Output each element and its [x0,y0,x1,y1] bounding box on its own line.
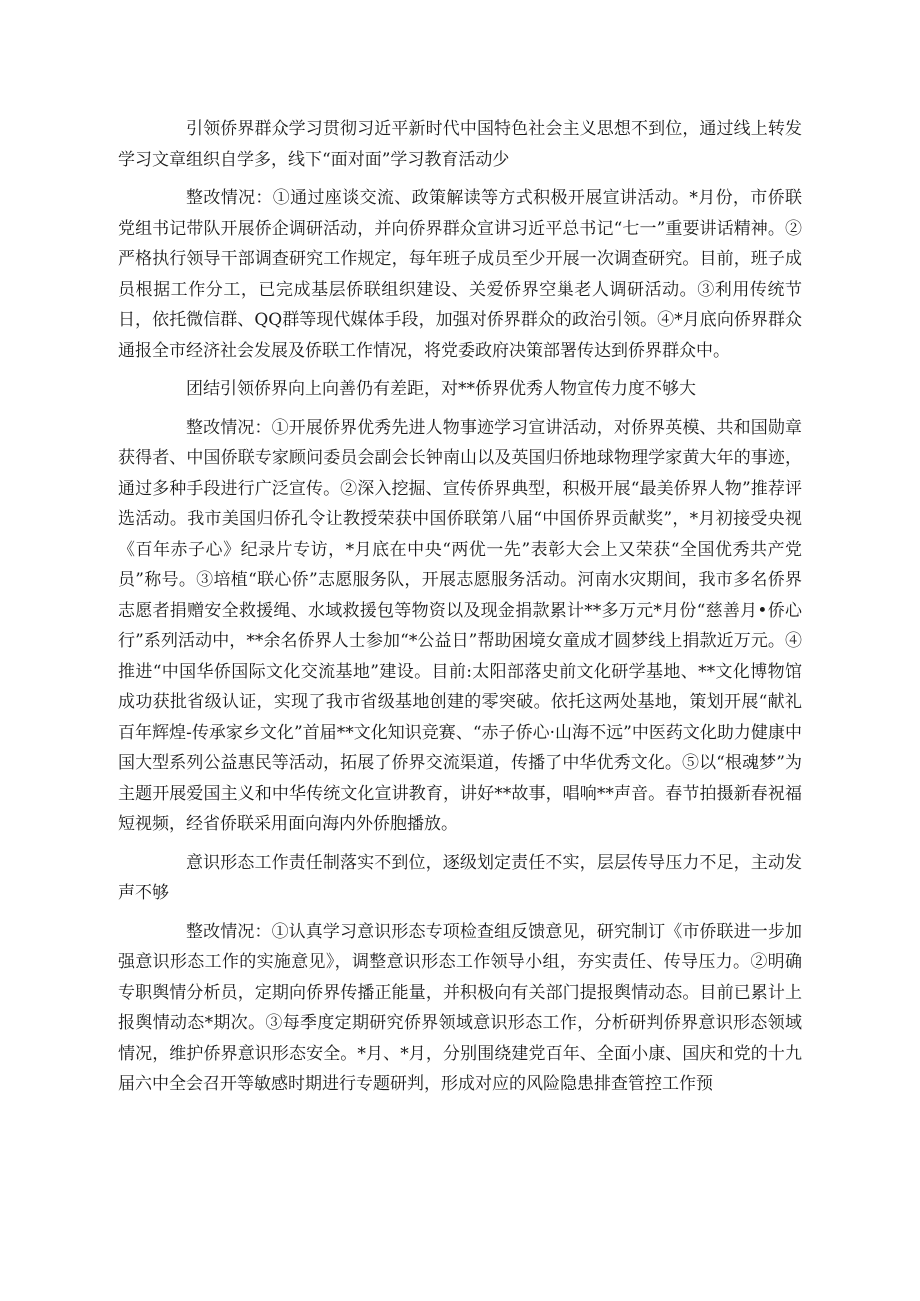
document-body [118,106,802,1108]
rectification-paragraph-1: 整改情况：①通过座谈交流、政策解读等方式积极开展宣讲活动。*月份，市侨联党组书记带队开展侨企调研活动，并向侨界群众宣讲习近平总书记“七一”重要讲话精神。②严格执行领导干部调查研究工作规定，每年班子成员至少开展一次调查研究。目前，班子成员根据工作分工，已完成基层侨联组织建设、关爱侨界空巢老人调研活动。③利用传统节日，依托微信群、QQ群等现代媒体手段，加强对侨界群众的政治引领。④*月底向侨界群众通报全市经济社会发展及侨联工作情况，将党委政府决策部署传达到侨界群众中。 [118,188,802,361]
rectification-paragraph-3: 整改情况：①认真学习意识形态专项检查组反馈意见，研究制订《市侨联进一步加强意识形态工作的实施意见》，调整意识形态工作领导小组，夯实责任、传导压力。②明确专职舆情分析员，定期向侨界传播正能量，并积极向有关部门提报舆情动态。目前已累计上报舆情动态*期次。③每季度定期研究侨界领域意识形态工作，分析研判侨界意识形态领域情况，维护侨界意识形态安全。*月、*月，分别围绕建党百年、全面小康、国庆和党的十九届六中全会召开等敏感时期进行专题研判，形成对应的风险隐患排查管控工作预 [118,921,802,1094]
rectification-paragraph-2: 整改情况：①开展侨界优秀先进人物事迹学习宣讲活动，对侨界英模、共和国勋章获得者、中国侨联专家顾问委员会副会长钟南山以及英国归侨地球物理学家黄大年的事迹，通过多种手段进行广泛宣传。②深入挖掘、宣传侨界典型，积极开展“最美侨界人物”推荐评选活动。我市美国归侨孔令让教授荣获中国侨联第八届“中国侨界贡献奖”，*月初接受央视《百年赤子心》纪录片专访，*月底在中央“两优一先”表彰大会上又荣获“全国优秀共产党员”称号。③培植“联心侨”志愿服务队，开展志愿服务活动。河南水灾期间，我市多名侨界志愿者捐赠安全救援绳、水域救援包等物资以及现金捐款累计**多万元*月份“慈善月•侨心行”系列活动中，**余名侨界人士参加“*公益日”帮助困境女童成才圆梦线上捐款近万元。④推进“中国华侨国际文化交流基地”建设。目前:太阳部落史前文化研学基地、**文化博物馆成功获批省级认证，实现了我市省级基地创建的零突破。依托这两处基地，策划开展“献礼百年辉煌-传承家乡文化”首届**文化知识竞赛、“赤子侨心·山海不远”中医药文化助力健康中国大型系列公益惠民等活动，拓展了侨界交流渠道，传播了中华优秀文化。⑤以“根魂梦”为主题开展爱国主义和中华传统文化宣讲教育，讲好**故事，唱响**声音。春节拍摄新春祝福短视频，经省侨联采用面向海内外侨胞播放。 [118,417,802,834]
issue-paragraph-2: 团结引领侨界向上向善仍有差距，对**侨界优秀人物宣传力度不够大 [186,379,696,399]
issue-paragraph-3: 意识形态工作责任制落实不到位，逐级划定责任不实，层层传导压力不足，主动发声不够 [118,852,802,903]
issue-paragraph-1: 引领侨界群众学习贯彻习近平新时代中国特色社会主义思想不到位，通过线上转发学习文章组织自学多，线下“面对面”学习教育活动少 [118,119,802,170]
